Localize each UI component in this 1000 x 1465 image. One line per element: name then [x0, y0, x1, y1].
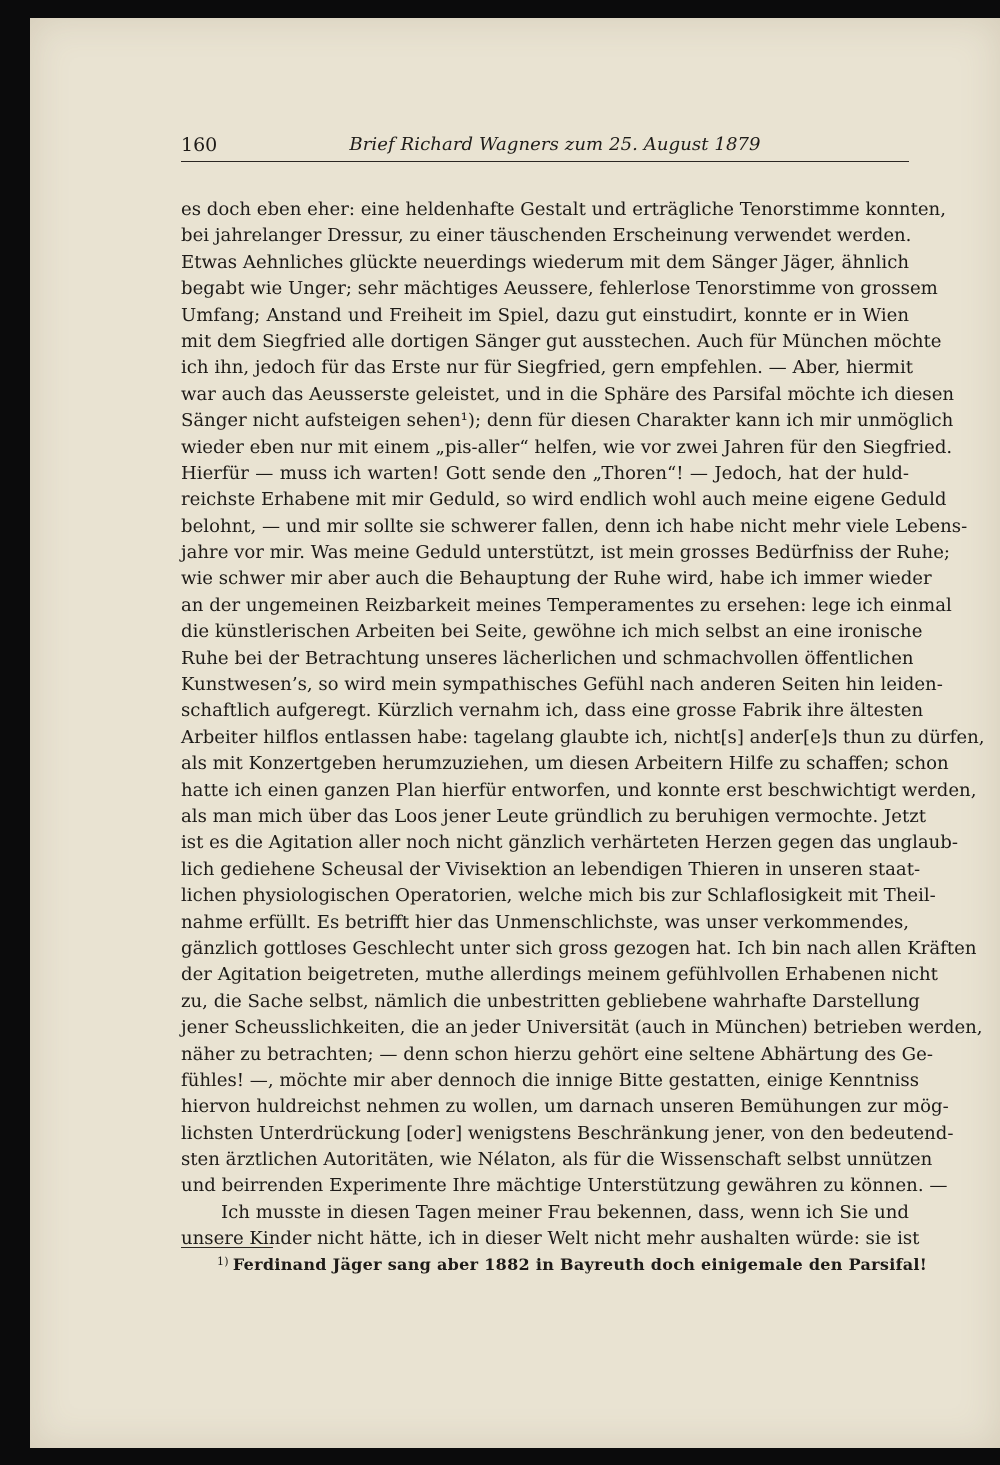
text-line: näher zu betrachten; — denn schon hierzu gehört eine seltene Abhärtung des Ge-	[181, 1043, 933, 1065]
text-line: mit dem Siegfried alle dortigen Sänger gut ausstechen. Auch für München möchte	[181, 330, 942, 352]
text-line: Kunstwesen’s, so wird mein sympathisches Gefühl nach anderen Seiten hin leiden-	[181, 674, 943, 696]
text-line: es doch eben eher: eine heldenhafte Gestalt und erträgliche Tenorstimme konnten,	[181, 199, 946, 220]
text-line: lichen physiologischen Operatorien, welche mich bis zur Schlaflosigkeit mit Theil-	[181, 885, 936, 907]
text-line: als mit Konzertgeben herumzuziehen, um diesen Arbeitern Hilfe zu schaffen; schon	[181, 753, 949, 775]
text-line: Ich musste in diesen Tagen meiner Frau bekennen, dass, wenn ich Sie und	[221, 1201, 909, 1223]
text-line: unsere Kinder nicht hätte, ich in dieser Welt nicht mehr aushalten würde: sie ist	[181, 1228, 920, 1250]
text-line: Arbeiter hilflos entlassen habe: tagelang glaubte ich, nicht[s] ander[e]s thun zu dürfen,	[181, 726, 985, 748]
text-line: und beirrenden Experimente Ihre mächtige Unterstützung gewähren zu können. —	[181, 1175, 948, 1197]
text-line: zu, die Sache selbst, nämlich die unbestritten gebliebene wahrhafte Darstellung	[181, 990, 920, 1012]
footnote-marker: 1)	[217, 1255, 229, 1268]
text-line: fühles! —, möchte mir aber dennoch die innige Bitte gestatten, einige Kenntniss	[181, 1069, 920, 1091]
text-line: wie schwer mir aber auch die Behauptung der Ruhe wird, habe ich immer wieder	[181, 568, 932, 590]
text-line: gänzlich gottloses Geschlecht unter sich gross gezogen hat. Ich bin nach allen Kräften	[181, 937, 977, 959]
text-line: Sänger nicht aufsteigen sehen¹); denn für diesen Charakter kann ich mir unmöglich	[181, 410, 954, 432]
text-line: jahre vor mir. Was meine Geduld unterstützt, ist mein grosses Bedürfniss der Ruhe;	[181, 542, 951, 564]
text-line: reichste Erhabene mit mir Geduld, so wird endlich wohl auch meine eigene Geduld	[181, 489, 947, 511]
footnote-text: Ferdinand Jäger sang aber 1882 in Bayreuth doch einigemale den Parsifal!	[232, 1255, 928, 1274]
text-line: hatte ich einen ganzen Plan hierfür entworfen, und konnte erst beschwichtigt werden,	[181, 779, 977, 801]
text-line: ist es die Agitation aller noch nicht gänzlich verhärteten Herzen gegen das unglaub-	[181, 832, 959, 854]
text-line: lichsten Unterdrückung [oder] wenigstens Beschränkung jener, von den bedeutend-	[181, 1122, 954, 1144]
text-line: belohnt, — und mir sollte sie schwerer fallen, denn ich habe nicht mehr viele Lebens-	[181, 515, 968, 537]
text-line: war auch das Aeusserste geleistet, und in die Sphäre des Parsifal möchte ich diesen	[181, 383, 955, 405]
text-line: ich ihn, jedoch für das Erste nur für Siegfried, gern empfehlen. — Aber, hiermit	[181, 357, 914, 379]
text-line: begabt wie Unger; sehr mächtiges Aeussere, fehlerlose Tenorstimme von grossem	[181, 278, 938, 300]
text-line: Etwas Aehnliches glückte neuerdings wiederum mit dem Sänger Jäger, ähnlich	[181, 251, 909, 273]
text-line: wieder eben nur mit einem „pis-aller“ helfen, wie vor zwei Jahren für den Siegfried.	[181, 436, 953, 458]
page-header	[181, 133, 909, 162]
text-line: lich gediehene Scheusal der Vivisektion an lebendigen Thieren in unseren staat-	[181, 858, 921, 880]
text-line: sten ärztlichen Autoritäten, wie Nélaton, als für die Wissenschaft selbst unnützen	[181, 1149, 933, 1171]
footnote	[217, 1251, 928, 1276]
text-line: jener Scheusslichkeiten, die an jeder Universität (auch in München) betrieben werden,	[181, 1017, 983, 1039]
text-line: Umfang; Anstand und Freiheit im Spiel, dazu gut einstudirt, konnte er in Wien	[181, 304, 909, 326]
text-line: bei jahrelanger Dressur, zu einer täuschenden Erscheinung verwendet werden.	[181, 225, 912, 247]
text-line: Hierfür — muss ich warten! Gott sende den „Thoren“! — Jedoch, hat der huld-	[181, 462, 909, 484]
body-text	[181, 197, 985, 1253]
text-line: nahme erfüllt. Es betrifft hier das Unmenschlichste, was unser verkommendes,	[181, 911, 909, 933]
text-line: schaftlich aufgeregt. Kürzlich vernahm ich, dass eine grosse Fabrik ihre ältesten	[181, 700, 924, 722]
text-line: als man mich über das Loos jener Leute gründlich zu beruhigen vermochte. Jetzt	[181, 805, 927, 827]
footnote-rule	[181, 1247, 273, 1248]
page-number: 160	[181, 134, 218, 156]
text-line: hiervon huldreichst nehmen zu wollen, um darnach unseren Bemühungen zur mög-	[181, 1096, 949, 1118]
text-line: Ruhe bei der Betrachtung unseres lächerlichen und schmachvollen öffentlichen	[181, 647, 914, 669]
text-line: die künstlerischen Arbeiten bei Seite, gewöhne ich mich selbst an eine ironische	[181, 621, 923, 643]
text-line: an der ungemeinen Reizbarkeit meines Temperamentes zu ersehen: lege ich einmal	[181, 594, 952, 616]
text-line: der Agitation beigetreten, muthe allerdings meinem gefühlvollen Erhabenen nicht	[181, 964, 938, 986]
running-title: Brief Richard Wagners zum 25. August 1879	[349, 134, 761, 155]
